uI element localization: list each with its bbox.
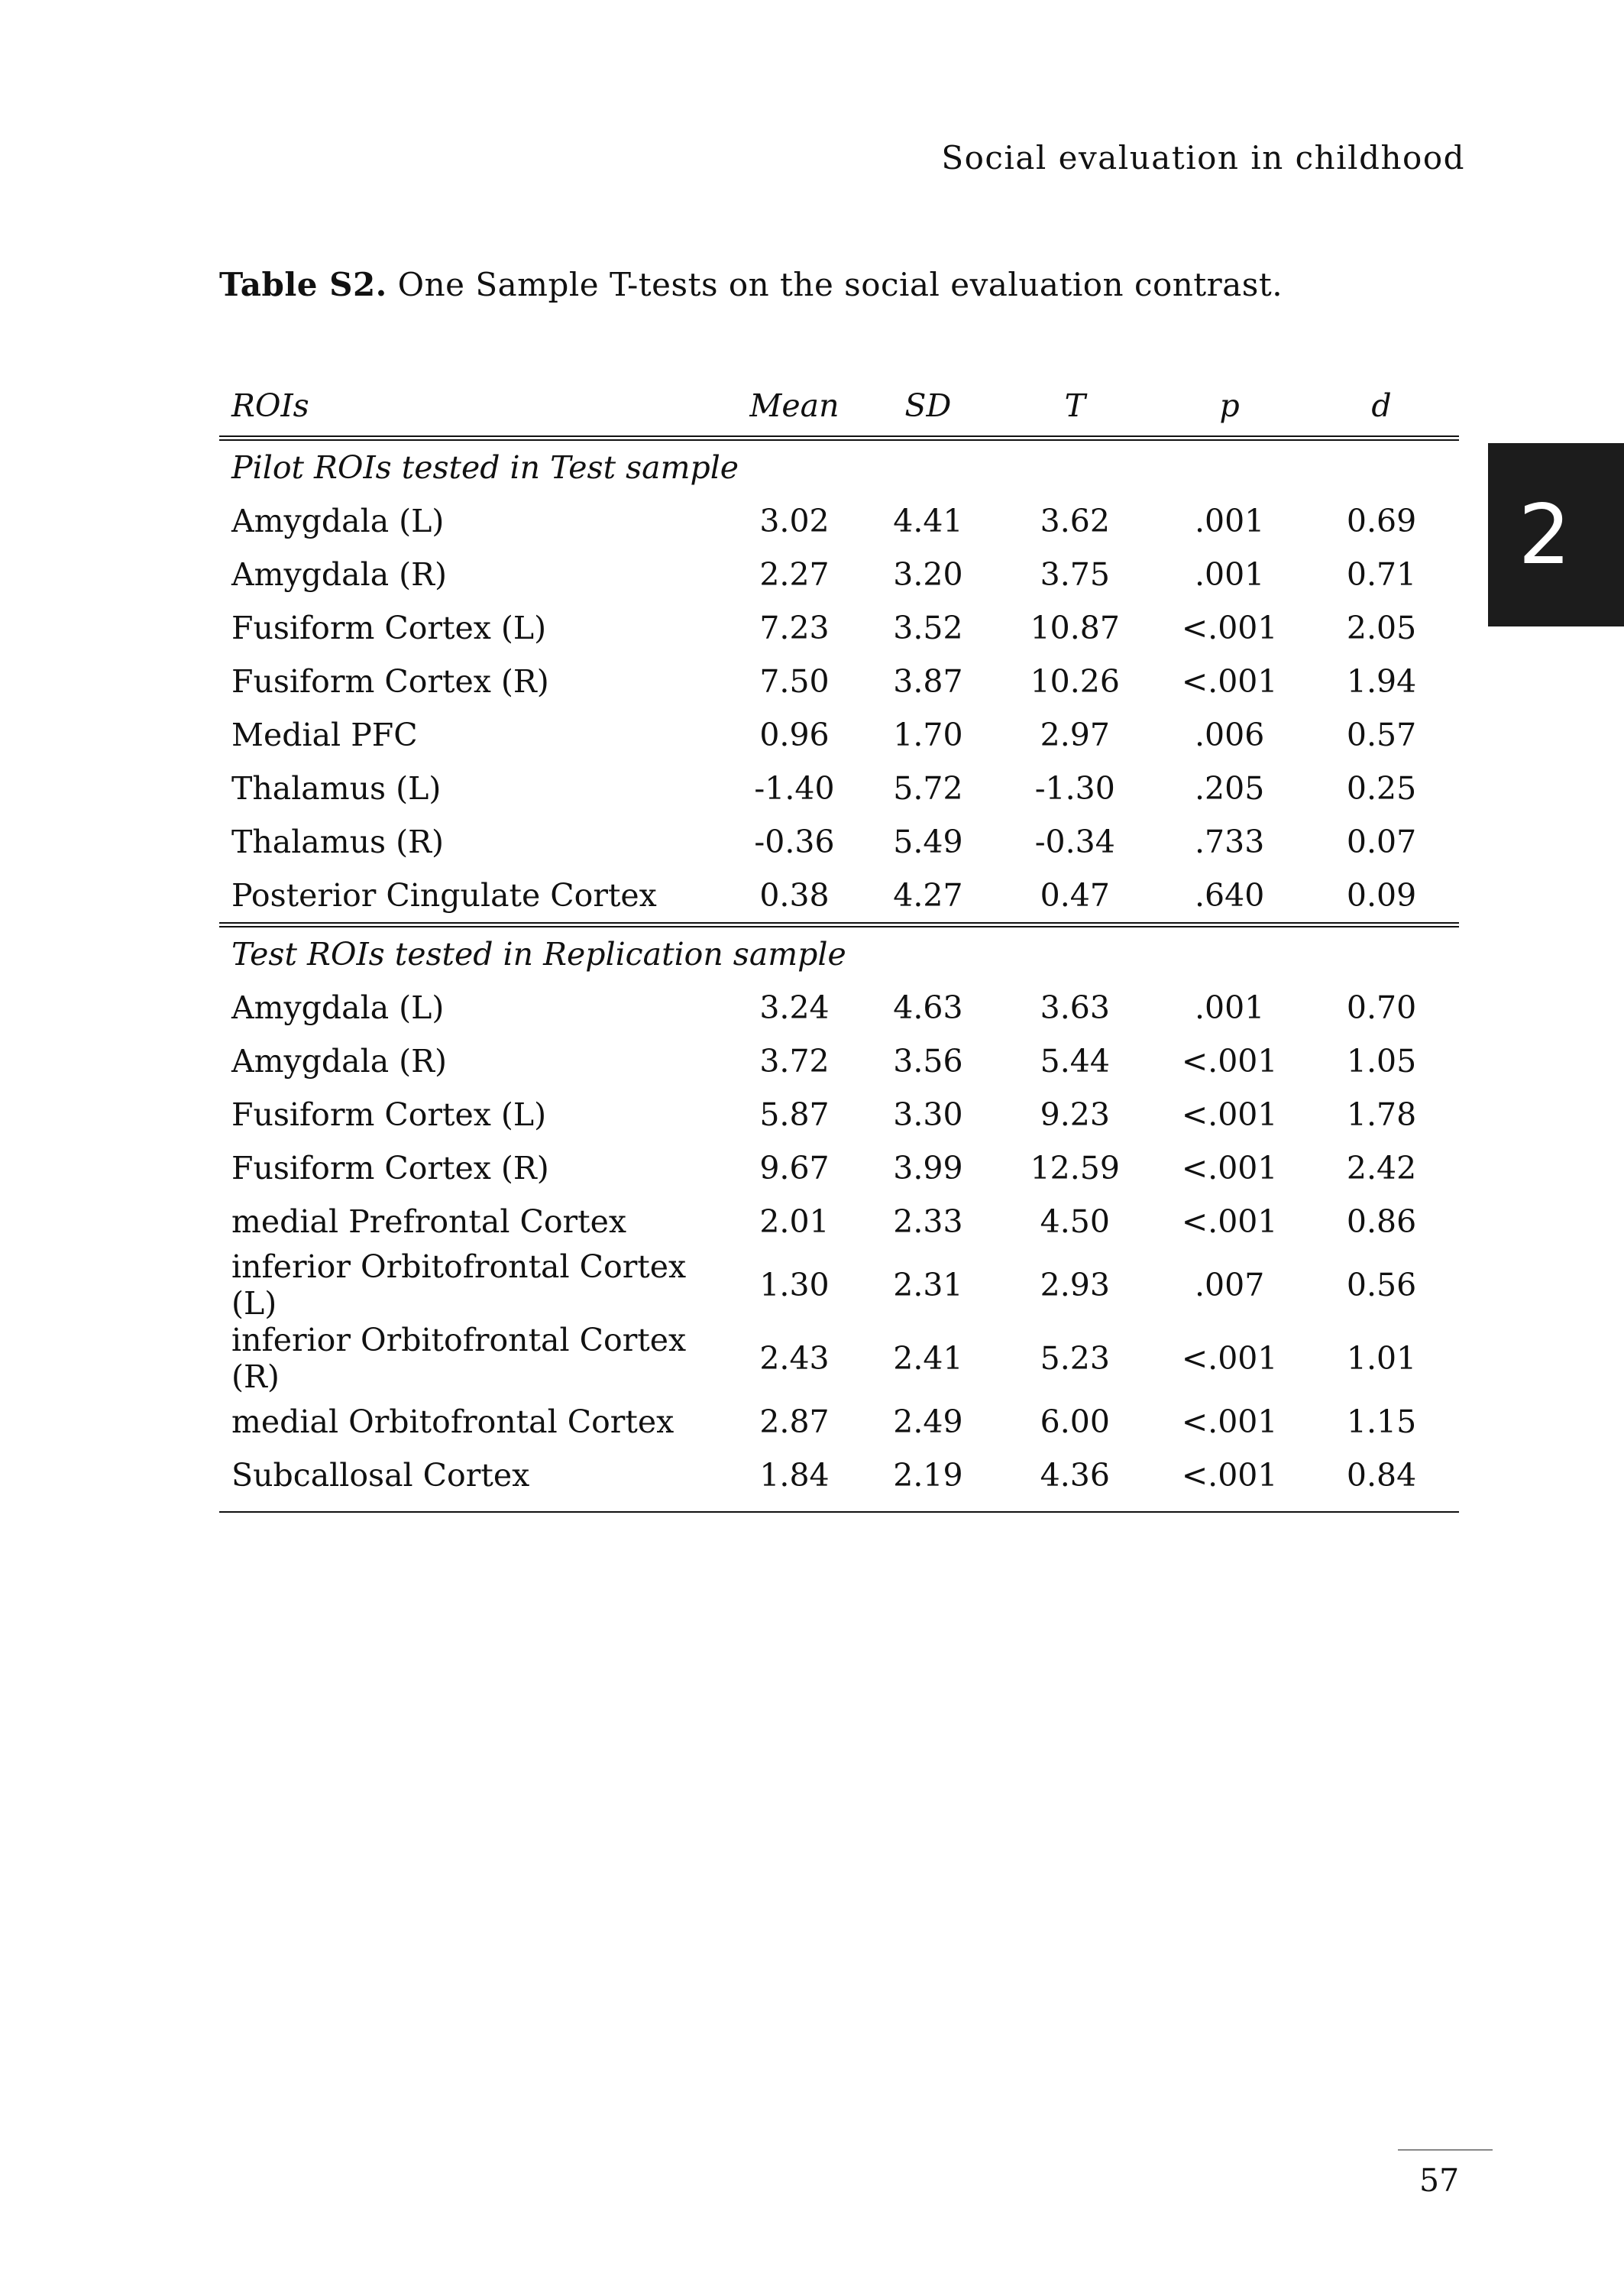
cell-roi: Fusiform Cortex (R) [231, 1150, 549, 1186]
cell-t: -0.34 [1034, 824, 1115, 860]
cell-mean: 7.50 [759, 663, 830, 700]
results-table [219, 376, 1459, 1513]
cell-sd: 4.63 [893, 989, 963, 1026]
table-row [219, 548, 1459, 601]
cell-mean: 0.38 [759, 877, 830, 914]
cell-sd: 3.87 [893, 663, 963, 700]
cell-d: 2.42 [1346, 1150, 1417, 1186]
cell-t: 6.00 [1040, 1403, 1110, 1440]
page-number: 57 [1419, 2162, 1460, 2199]
cell-t: 5.23 [1040, 1340, 1110, 1377]
cell-mean: 1.84 [728, 1449, 862, 1512]
cell-t: 2.97 [1040, 717, 1110, 753]
table-row [219, 494, 1459, 548]
cell-p: .640 [1195, 877, 1265, 914]
cell-p: .001 [1195, 503, 1265, 539]
table-caption-text: One Sample T-tests on the social evaluation contrast. [387, 266, 1283, 303]
cell-roi: Amygdala (R) [231, 1043, 448, 1080]
table-row [219, 1195, 1459, 1248]
table-row [219, 1141, 1459, 1195]
cell-roi: Posterior Cingulate Cortex [231, 877, 657, 914]
cell-p: <.001 [1181, 1043, 1278, 1080]
cell-sd: 3.56 [893, 1043, 963, 1080]
cell-mean: 3.72 [759, 1043, 830, 1080]
table-row [219, 869, 1459, 925]
cell-roi: Thalamus (R) [231, 824, 444, 860]
header-sd: SD [861, 376, 995, 439]
section-row [219, 439, 1459, 495]
cell-p: <.001 [1181, 1096, 1278, 1133]
cell-mean: 5.87 [759, 1096, 830, 1133]
cell-mean: 9.67 [759, 1150, 830, 1186]
cell-roi: Medial PFC [231, 717, 418, 753]
cell-p: <.001 [1181, 1340, 1278, 1377]
cell-roi: medial Prefrontal Cortex [231, 1203, 626, 1240]
cell-roi: Amygdala (R) [231, 556, 448, 593]
section-title: Pilot ROIs tested in Test sample [231, 449, 739, 486]
table-row [219, 601, 1459, 655]
cell-sd: 3.30 [893, 1096, 963, 1133]
cell-p: .205 [1195, 770, 1265, 807]
cell-roi: Thalamus (L) [231, 770, 442, 807]
cell-p: <.001 [1181, 610, 1278, 646]
header-rois: ROIs [219, 376, 728, 439]
cell-mean: 2.87 [759, 1403, 830, 1440]
cell-sd: 4.41 [893, 503, 963, 539]
cell-mean: -0.36 [754, 824, 835, 860]
cell-sd: 2.33 [893, 1203, 963, 1240]
cell-t: 10.87 [1030, 610, 1120, 646]
cell-d: 1.78 [1346, 1096, 1417, 1133]
cell-sd: 2.19 [861, 1449, 995, 1512]
cell-roi: medial Orbitofrontal Cortex [231, 1403, 675, 1440]
table-row [219, 1322, 1459, 1395]
cell-roi: inferior Orbitofrontal Cortex (R) [231, 1322, 687, 1395]
header-mean: Mean [728, 376, 862, 439]
cell-mean: 3.24 [759, 989, 830, 1026]
cell-sd: 3.52 [893, 610, 963, 646]
running-head: Social evaluation in childhood [941, 139, 1465, 176]
section-title: Test ROIs tested in Replication sample [219, 925, 1459, 982]
cell-sd: 2.31 [893, 1267, 963, 1303]
cell-d: 0.69 [1346, 503, 1417, 539]
cell-p: .006 [1195, 717, 1265, 753]
cell-mean: -1.40 [754, 770, 835, 807]
table-row [219, 655, 1459, 708]
cell-mean: 1.30 [759, 1267, 830, 1303]
cell-d: 2.05 [1346, 610, 1417, 646]
table-caption [219, 266, 1283, 303]
table-row [219, 1395, 1459, 1449]
cell-roi: Fusiform Cortex (L) [231, 610, 547, 646]
table-body [219, 439, 1459, 1513]
cell-t: 4.50 [1040, 1203, 1110, 1240]
table-header-row [219, 376, 1459, 439]
cell-t: 2.93 [1040, 1267, 1110, 1303]
cell-sd: 5.49 [893, 824, 963, 860]
chapter-number: 2 [1518, 487, 1571, 583]
cell-d: 1.15 [1346, 1403, 1417, 1440]
section-row [219, 925, 1459, 982]
cell-mean: 2.27 [759, 556, 830, 593]
table-row [219, 1449, 1459, 1512]
cell-roi: Fusiform Cortex (R) [231, 663, 549, 700]
cell-t: 3.75 [1040, 556, 1110, 593]
cell-t: 9.23 [1040, 1096, 1110, 1133]
cell-roi: Fusiform Cortex (L) [231, 1096, 547, 1133]
cell-sd: 3.99 [893, 1150, 963, 1186]
table-row [219, 708, 1459, 762]
cell-p: <.001 [1155, 1449, 1304, 1512]
cell-d: 0.07 [1346, 824, 1417, 860]
cell-sd: 4.27 [893, 877, 963, 914]
cell-t: 12.59 [1030, 1150, 1120, 1186]
cell-d: 1.05 [1346, 1043, 1417, 1080]
cell-p: .001 [1195, 989, 1265, 1026]
cell-p: .733 [1195, 824, 1265, 860]
cell-p: <.001 [1181, 663, 1278, 700]
cell-roi: Amygdala (L) [231, 989, 445, 1026]
footer-rule [1398, 2149, 1493, 2151]
table-row [219, 762, 1459, 815]
cell-roi: inferior Orbitofrontal Cortex (L) [231, 1248, 687, 1322]
table-row [219, 1088, 1459, 1141]
cell-d: 0.09 [1346, 877, 1417, 914]
cell-roi: Subcallosal Cortex [219, 1449, 728, 1512]
cell-d: 0.71 [1346, 556, 1417, 593]
header-d: d [1304, 376, 1459, 439]
header-t: T [995, 376, 1155, 439]
cell-roi: Amygdala (L) [231, 503, 445, 539]
cell-p: <.001 [1181, 1203, 1278, 1240]
cell-d: 1.94 [1346, 663, 1417, 700]
cell-mean: 3.02 [759, 503, 830, 539]
cell-p: .007 [1195, 1267, 1265, 1303]
cell-t: 3.63 [1040, 989, 1110, 1026]
cell-mean: 0.96 [759, 717, 830, 753]
cell-t: -1.30 [1034, 770, 1115, 807]
cell-d: 0.25 [1346, 770, 1417, 807]
cell-sd: 1.70 [893, 717, 963, 753]
cell-p: .001 [1195, 556, 1265, 593]
cell-sd: 2.49 [893, 1403, 963, 1440]
cell-mean: 7.23 [759, 610, 830, 646]
cell-d: 0.86 [1346, 1203, 1417, 1240]
cell-t: 10.26 [1030, 663, 1120, 700]
table-label: Table S2. [219, 266, 387, 303]
cell-t: 3.62 [1040, 503, 1110, 539]
cell-sd: 2.41 [893, 1340, 963, 1377]
table-row [219, 1034, 1459, 1088]
cell-d: 1.01 [1346, 1340, 1417, 1377]
table-row [219, 1248, 1459, 1322]
cell-d: 0.70 [1346, 989, 1417, 1026]
cell-p: <.001 [1181, 1150, 1278, 1186]
cell-t: 5.44 [1040, 1043, 1110, 1080]
table-row [219, 981, 1459, 1034]
cell-sd: 5.72 [893, 770, 963, 807]
cell-mean: 2.43 [759, 1340, 830, 1377]
cell-d: 0.56 [1346, 1267, 1417, 1303]
cell-mean: 2.01 [759, 1203, 830, 1240]
chapter-tab [1488, 443, 1624, 626]
cell-t: 0.47 [1040, 877, 1110, 914]
cell-d: 0.84 [1304, 1449, 1459, 1512]
cell-d: 0.57 [1346, 717, 1417, 753]
cell-sd: 3.20 [893, 556, 963, 593]
cell-p: <.001 [1181, 1403, 1278, 1440]
cell-t: 4.36 [995, 1449, 1155, 1512]
header-p: p [1155, 376, 1304, 439]
table-row [219, 815, 1459, 869]
